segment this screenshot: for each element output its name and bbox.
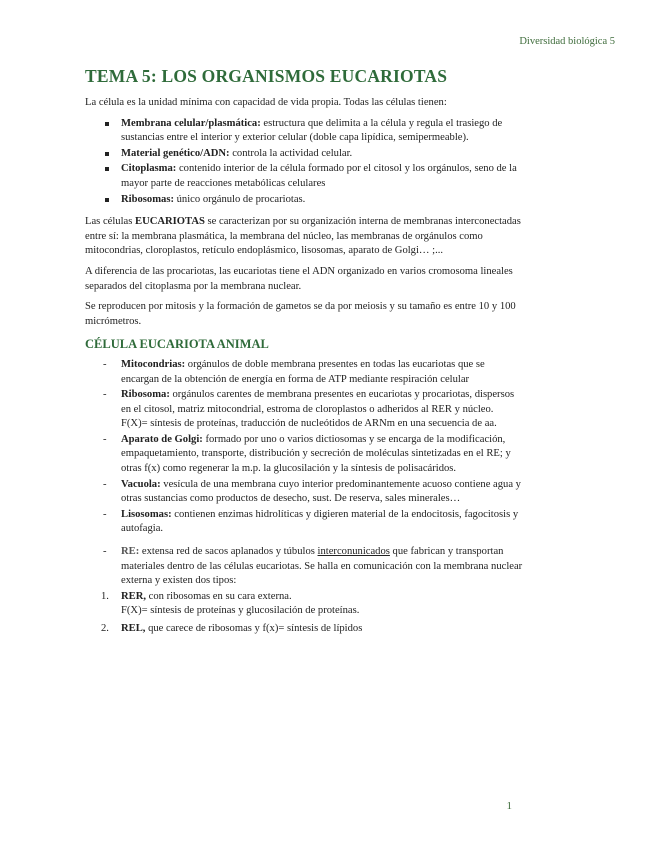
term: Ribosoma: (121, 389, 170, 401)
term: RE: (121, 546, 140, 558)
difference-paragraph: A diferencia de las procariotas, las eucariotas tiene el ADN organizado en varios cromosoma lineales separados del citoplasma por la membrana nuclear. (85, 265, 513, 292)
page-number: 1 (506, 800, 512, 812)
definition: orgánulos carentes de membrana presentes en eucariotas y procariotas, dispersos en el citosol, matriz mitocondrial, estroma de cloroplastos o adheridos al RER y núcleo. (121, 389, 515, 415)
list-item (85, 433, 523, 477)
definition: contenido interior de la célula formado por el citosol y los orgánulos, seno de la mayor parte de reacciones metabólicas celulares (121, 163, 517, 189)
list-item (85, 508, 523, 537)
definition: con ribosomas en su cara externa. (146, 590, 292, 602)
list-item (85, 162, 523, 191)
list-item (85, 358, 523, 387)
list-item (85, 388, 523, 432)
definition: estructura que delimita a la célula y regula el trasiego de sustancias entre el interior y exterior celular (doble capa lipídica, semipermeable). (121, 117, 503, 144)
term: REL, (121, 623, 146, 634)
definition: extensa red de sacos aplanados y túbulos (139, 546, 318, 558)
list-item (85, 478, 523, 507)
term: Lisosomas: (121, 508, 172, 520)
list-item (85, 193, 523, 208)
term: Membrana celular/plasmática: (121, 117, 261, 129)
term: Ribosomas: (121, 193, 174, 205)
item-number: 2. (101, 623, 109, 634)
term: EUCARIOTAS (135, 216, 205, 228)
list-item (85, 545, 523, 589)
list-item (85, 590, 523, 619)
text: se caracterizan por su organización interna de membranas interconectadas entre sí: la membrana plasmática, la membrana del núcleo, las membranas de orgánulos como mitocondrias, cloroplastos, retículo endoplásmico, lisosomas, aparato de Golgi… ;... (85, 216, 521, 257)
term: RER, (121, 590, 147, 602)
list-item (85, 147, 523, 162)
underlined-word: interconunicados (317, 546, 390, 558)
definition: vesícula de una membrana cuyo interior predominantemente acuoso contiene agua y otras sustancias como productos de desecho, sust. De reserva, sales minerales… (121, 478, 521, 505)
item-number: 1. (101, 590, 109, 602)
definition: controla la actividad celular. (229, 147, 353, 159)
function-note: F(X)= síntesis de proteínas y glucosilación de proteínas. (121, 605, 360, 617)
eukaryote-paragraph (85, 215, 523, 259)
definition: contienen enzimas hidrolíticas y digieren material de la endocitosis, fagocitosis y autofagia. (121, 508, 519, 535)
organelles-list (85, 358, 523, 589)
definition: que carece de ribosomas y f(x)= síntesis de lípidos (145, 623, 363, 634)
cell-components-list (85, 117, 523, 208)
reproduction-paragraph: Se reproducen por mitosis y la formación de gametos se da por meiosis y su tamaño es entre 10 y 100 micrómetros. (85, 301, 516, 327)
term: Material genético/ADN: (121, 147, 230, 159)
term: Citoplasma: (121, 163, 177, 175)
definition: formado por uno o varios dictiosomas y se encarga de la modificación, empaquetamiento, transporte, distribución y secreción de moléculas sintetizadas en el RE; y otras f(x) como regenerar la m.p. la glucosilación y la síntesis de polisacáridos. (121, 433, 511, 475)
term: Mitocondrias: (121, 358, 186, 370)
definition: único orgánulo de procariotas. (173, 193, 306, 205)
document-body (85, 96, 523, 640)
function-note: F(X)= síntesis de proteínas, traducción de nucleótidos de ARNm en una secuencia de aa. (121, 418, 497, 430)
re-types-list (85, 590, 523, 637)
definition: orgánulos de doble membrana presentes en todas las eucariotas que se encargan de la obtención de energía en forma de ATP mediante respiración celular (121, 358, 485, 385)
term: Vacuola: (121, 478, 161, 490)
term: Aparato de Golgi: (121, 433, 203, 445)
intro-paragraph: La célula es la unidad mínima con capacidad de vida propia. Todas las células tienen: (85, 97, 447, 108)
list-item (85, 117, 523, 146)
list-item (85, 622, 523, 637)
definition: que fabrican y transportan materiales dentro de las células eucariotas. Se halla en comunicación con la membrana nuclear externa y existen dos tipos: (121, 546, 523, 587)
section-subtitle: CÉLULA EUCARIOTA ANIMAL (85, 337, 269, 352)
running-header: Diversidad biológica 5 (519, 36, 615, 47)
text: Las células (85, 216, 136, 228)
page-title: TEMA 5: LOS ORGANISMOS EUCARIOTAS (85, 66, 448, 86)
